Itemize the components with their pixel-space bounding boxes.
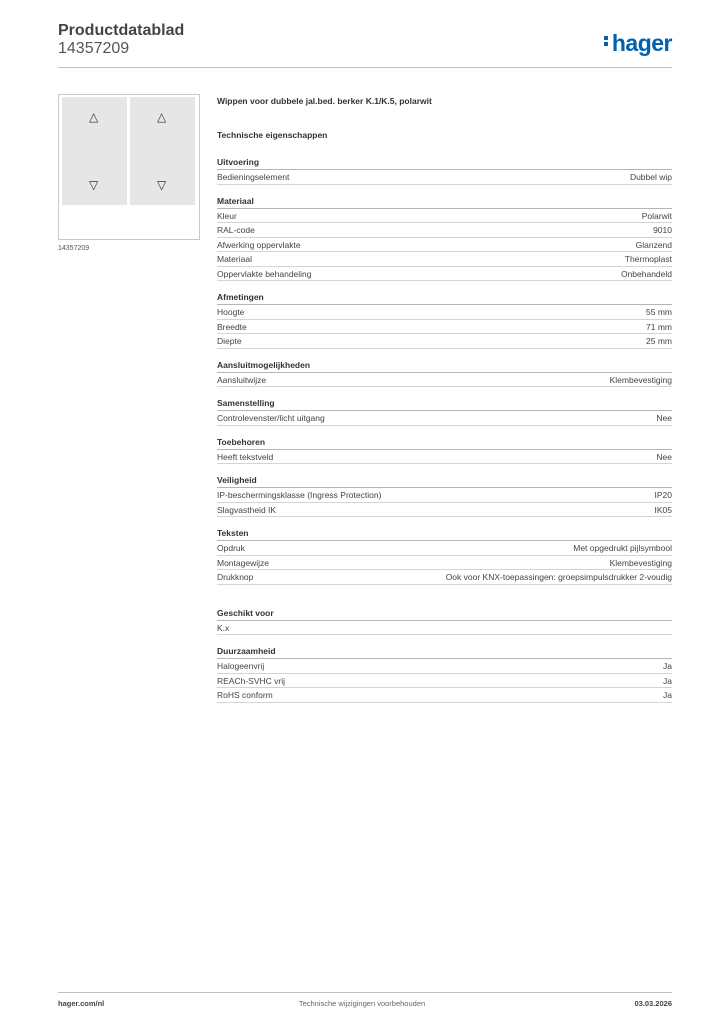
spec-label: Materiaal [217, 254, 252, 264]
spec-value: 25 mm [646, 336, 672, 346]
spec-label: Controlevenster/licht uitgang [217, 413, 325, 423]
section-title: Toebehoren [217, 436, 672, 450]
spec-value: Nee [656, 451, 672, 462]
spec-row [217, 209, 672, 224]
logo-dots-icon [604, 34, 610, 48]
spec-row [217, 621, 672, 636]
spec-label: IP-beschermingsklasse (Ingress Protection) [217, 490, 382, 500]
spec-label: REACh-SVHC vrij [217, 675, 286, 686]
spec-row [217, 238, 672, 253]
spec-label: Opdruk [217, 543, 245, 553]
spec-value: Ja [663, 675, 672, 686]
spec-row [217, 320, 672, 335]
section-title: Veiligheid [217, 474, 672, 488]
spec-section [217, 156, 672, 185]
section-title: Afmetingen [217, 291, 672, 305]
spec-label: Drukknop [217, 572, 254, 582]
technical-heading: Technische eigenschappen [217, 130, 328, 140]
spec-value: Met opgedrukt pijlsymbool [573, 543, 672, 553]
spec-value: IP20 [654, 490, 672, 500]
spec-label: Bedieningselement [217, 172, 290, 182]
section-title: Geschikt voor [217, 607, 672, 621]
section-title: Teksten [217, 527, 672, 541]
document-title: Productdatablad [58, 22, 185, 39]
spec-label: Hoogte [217, 307, 245, 317]
section-title: Materiaal [217, 195, 672, 209]
arrow-down-icon: ▽ [157, 178, 167, 192]
spec-section [217, 527, 672, 585]
spec-section [217, 195, 672, 282]
spec-value: 71 mm [646, 321, 672, 332]
spec-label: Slagvastheid IK [217, 504, 277, 515]
logo-text: hager [611, 30, 672, 56]
spec-value: Polarwit [641, 210, 672, 221]
spec-section [217, 436, 672, 465]
spec-label: Heeft tekstveld [217, 451, 274, 462]
section-title: Aansluitmogelijkheden [217, 359, 672, 373]
spec-value: Ja [663, 661, 672, 671]
spec-row [217, 373, 672, 388]
right-rocker [130, 97, 195, 205]
footer-website: hager.com/nl [58, 999, 105, 1008]
spec-label: Oppervlakte behandeling [217, 268, 312, 279]
hager-logo [604, 30, 672, 57]
section-title: Uitvoering [217, 156, 672, 170]
spec-sections [217, 156, 672, 703]
section-title: Duurzaamheid [217, 645, 672, 659]
section-title: Samenstelling [217, 397, 672, 411]
spec-value: Klembevestiging [609, 557, 672, 568]
header-divider [58, 67, 672, 68]
spec-value: 55 mm [646, 307, 672, 317]
spec-label: Kleur [217, 210, 237, 221]
spec-section [217, 291, 672, 349]
spec-row [217, 170, 672, 185]
product-image [58, 94, 200, 240]
spec-value: Klembevestiging [609, 374, 672, 385]
footer-date: 03.03.2026 [634, 999, 672, 1008]
spec-label: Aansluitwijze [217, 374, 267, 385]
spec-value: Glanzend [635, 239, 672, 250]
spec-label: Montagewijze [217, 557, 269, 568]
spec-row [217, 305, 672, 320]
spec-row [217, 541, 672, 556]
spec-value: 9010 [653, 225, 672, 235]
spec-section [217, 397, 672, 426]
spec-row [217, 556, 672, 571]
spec-label: Diepte [217, 336, 242, 346]
spec-row [217, 570, 672, 585]
arrow-up-icon: △ [89, 110, 99, 124]
spec-row [217, 450, 672, 465]
product-name: Wippen voor dubbele jal.bed. berker K.1/K.5, polarwit [217, 96, 432, 106]
spec-row [217, 411, 672, 426]
spec-value: Onbehandeld [620, 268, 672, 279]
spec-value: Nee [656, 413, 672, 423]
spec-label: RAL-code [217, 225, 255, 235]
spec-label: RoHS conform [217, 690, 273, 700]
spec-row [217, 334, 672, 349]
footer-divider [58, 992, 672, 993]
spec-row [217, 488, 672, 503]
spec-row [217, 503, 672, 518]
arrow-up-icon: △ [157, 110, 167, 124]
product-code: 14357209 [58, 40, 130, 57]
spec-row [217, 688, 672, 703]
spec-value: Ja [663, 690, 672, 700]
spec-row [217, 659, 672, 674]
image-caption: 14357209 [58, 245, 90, 252]
arrow-down-icon: ▽ [89, 178, 99, 192]
left-rocker [62, 97, 127, 205]
spec-section [217, 645, 672, 703]
spec-row [217, 267, 672, 282]
spec-value: Thermoplast [624, 254, 672, 264]
footer-notice: Technische wijzigingen voorbehouden [298, 999, 426, 1008]
spec-row [217, 674, 672, 689]
spec-value: IK05 [654, 504, 672, 515]
spec-value: Dubbel wip [629, 172, 672, 182]
spec-row [217, 252, 672, 267]
spec-section [217, 607, 672, 636]
spec-label: Halogeenvrij [217, 661, 265, 671]
spec-label: Afwerking oppervlakte [217, 239, 301, 250]
spec-label: K.x [217, 622, 230, 633]
spec-row [217, 223, 672, 238]
spec-section [217, 359, 672, 388]
spec-label: Breedte [217, 321, 247, 332]
spec-content [217, 96, 672, 703]
spec-value: Ook voor KNX-toepassingen: groepsimpulsdrukker 2-voudig [445, 572, 672, 582]
spec-section [217, 474, 672, 517]
